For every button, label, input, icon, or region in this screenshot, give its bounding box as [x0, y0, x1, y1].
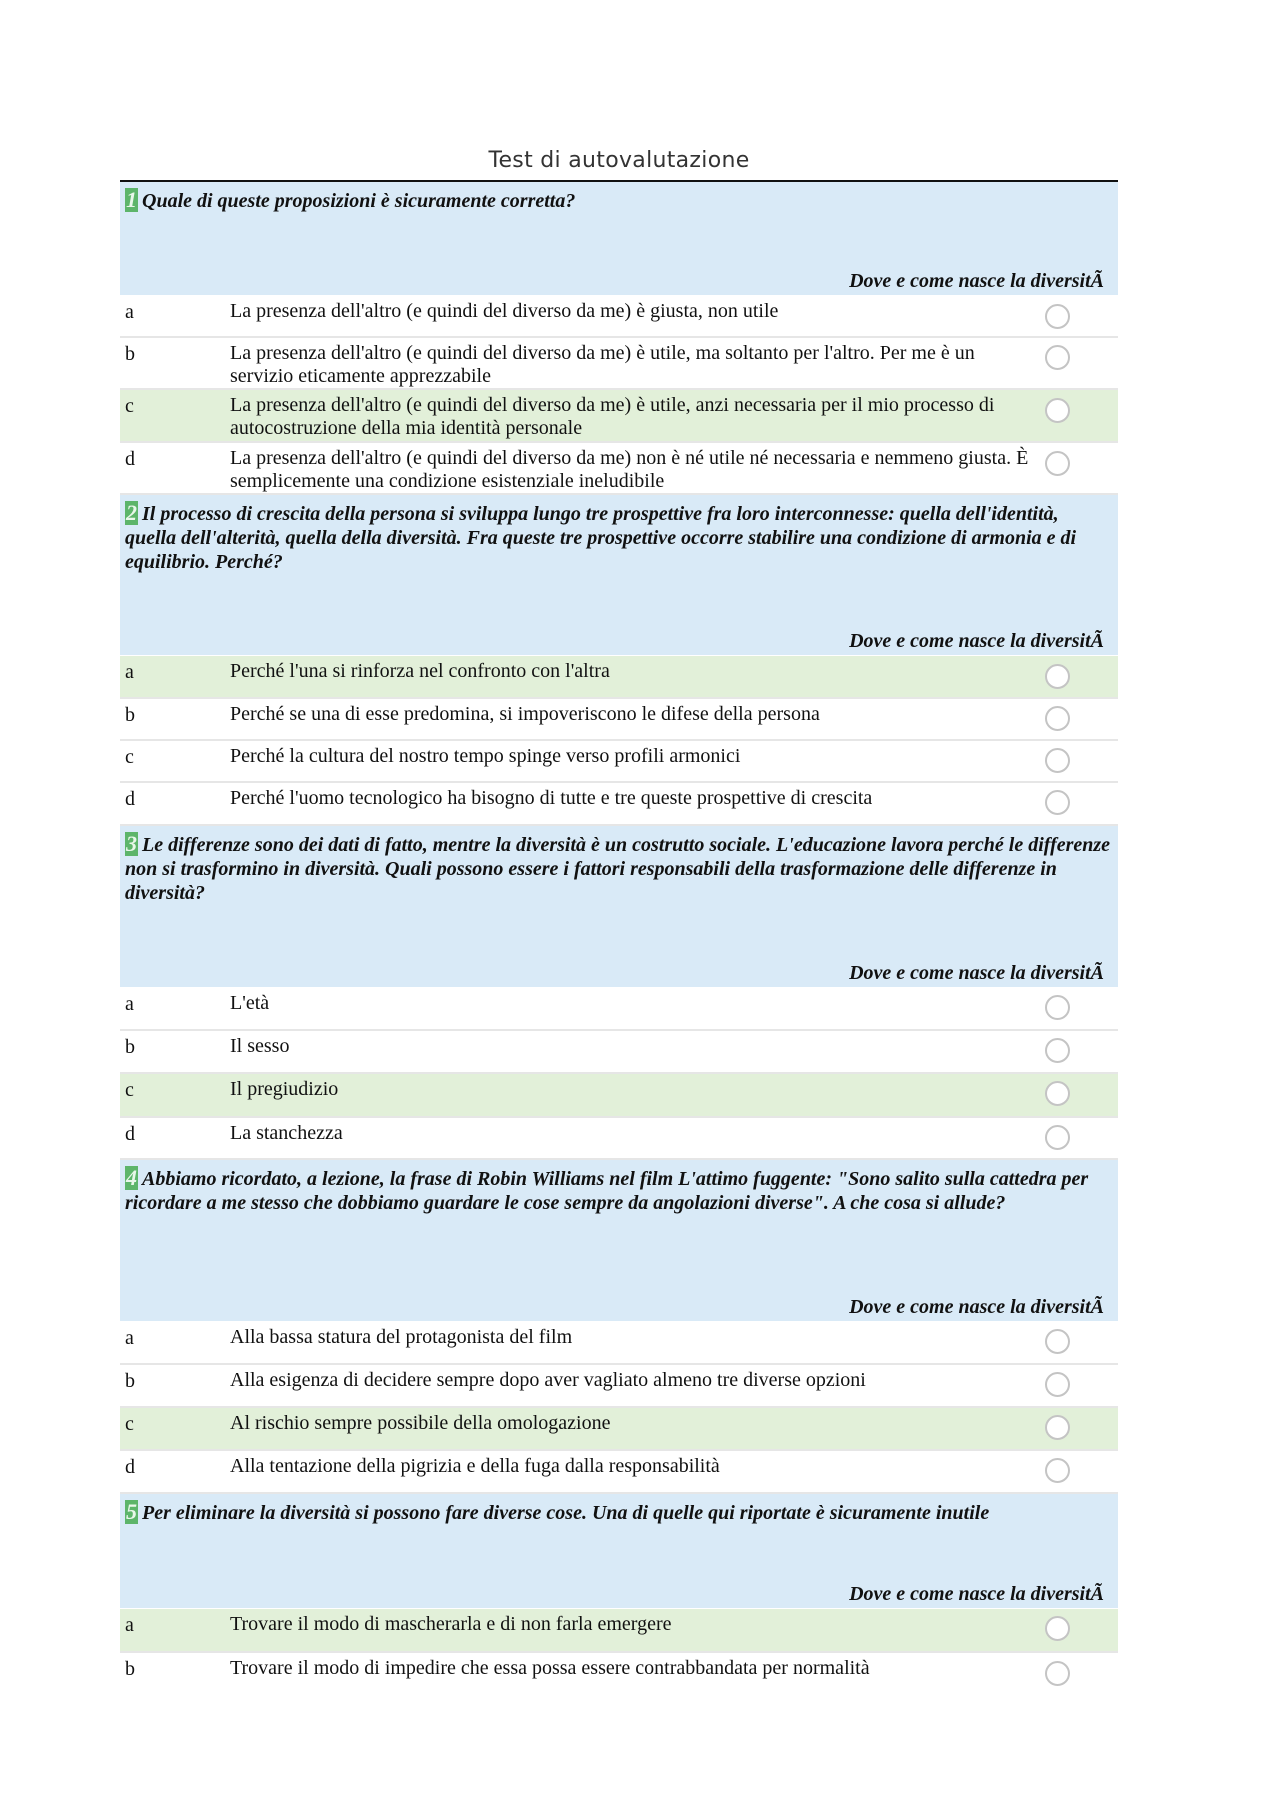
- question-section: Dove e come nasce la diversitÃ: [849, 270, 1104, 292]
- answer-radio[interactable]: [1045, 790, 1070, 815]
- answer-letter: a: [125, 993, 134, 1015]
- question-text: Il processo di crescita della persona si sviluppa lungo tre prospettive fra loro interconnesse: quella dell'identità, quella dell'alterità, quella della diversità. Fra queste tre prospettive occorre stabilire una condizione di armonia e di equilibrio. Perché?: [125, 503, 1077, 573]
- answer-text: La presenza dell'altro (e quindi del diverso da me) è utile, anzi necessaria per il mio processo di autocostruzione della mia identità personale: [230, 394, 995, 439]
- question-section: Dove e come nasce la diversitÃ: [849, 1296, 1104, 1318]
- question-number: 2: [126, 500, 137, 525]
- answer-radio[interactable]: [1045, 1125, 1070, 1150]
- question-text-block: [120, 495, 1118, 574]
- answer-text: Trovare il modo di impedire che essa possa essere contrabbandata per normalità: [230, 1657, 870, 1679]
- answer-row: [120, 1031, 1118, 1074]
- answer-radio[interactable]: [1045, 706, 1070, 731]
- answer-radio[interactable]: [1045, 1616, 1070, 1641]
- answer-text: L'età: [230, 992, 270, 1014]
- answer-text: Al rischio sempre possibile della omologazione: [230, 1412, 611, 1434]
- answer-radio[interactable]: [1045, 1081, 1070, 1106]
- answer-radio[interactable]: [1045, 1415, 1070, 1440]
- question-text: Quale di queste proposizioni è sicuramente corretta?: [142, 190, 576, 212]
- answer-text: Alla esigenza di decidere sempre dopo aver vagliato almeno tre diverse opzioni: [230, 1369, 866, 1391]
- answer-letter: a: [125, 1614, 134, 1636]
- question-header: [120, 1160, 1118, 1322]
- answer-radio[interactable]: [1045, 1372, 1070, 1397]
- answer-text: La presenza dell'altro (e quindi del diverso da me) è utile, ma soltanto per l'altro. Per me è un servizio eticamente apprezzabile: [230, 342, 975, 387]
- answer-letter: b: [125, 1658, 135, 1680]
- answer-text: La presenza dell'altro (e quindi del diverso da me) è giusta, non utile: [230, 300, 779, 322]
- answer-row: [120, 1118, 1118, 1160]
- answer-row: [120, 656, 1118, 699]
- answer-radio[interactable]: [1045, 1458, 1070, 1483]
- question-number: 4: [126, 1165, 137, 1190]
- answer-letter: d: [125, 1456, 135, 1478]
- answer-row: [120, 1408, 1118, 1451]
- question-header: [120, 826, 1118, 988]
- answer-text: Il sesso: [230, 1035, 290, 1057]
- answer-text: Perché l'uomo tecnologico ha bisogno di tutte e tre queste prospettive di crescita: [230, 787, 873, 809]
- answer-row: [120, 1322, 1118, 1365]
- question-text: Per eliminare la diversità si possono fare diverse cose. Una di quelle qui riportate è sicuramente inutile: [142, 1502, 990, 1524]
- question-header: [120, 1494, 1118, 1609]
- answer-radio[interactable]: [1045, 398, 1070, 423]
- quiz-table: [120, 180, 1118, 1693]
- answer-row: [120, 783, 1118, 826]
- answer-row: [120, 741, 1118, 783]
- answer-radio[interactable]: [1045, 1661, 1070, 1686]
- question-text: Abbiamo ricordato, a lezione, la frase di Robin Williams nel film L'attimo fuggente: "Sono salito sulla cattedra per ricordare a me stesso che dobbiamo guardare le cose sempre da angolazioni diverse". A che cosa si allude?: [125, 1168, 1089, 1214]
- question-text-block: [120, 1160, 1118, 1215]
- question-number: 5: [126, 1499, 137, 1524]
- answer-radio[interactable]: [1045, 304, 1070, 329]
- answer-letter: b: [125, 1036, 135, 1058]
- answer-text: La presenza dell'altro (e quindi del diverso da me) non è né utile né necessaria e nemmeno giusta. È semplicemente una condizione esistenziale ineludibile: [230, 447, 1029, 492]
- answer-row: [120, 338, 1118, 390]
- answer-text: Il pregiudizio: [230, 1078, 339, 1100]
- answer-letter: d: [125, 788, 135, 810]
- answer-row: [120, 1653, 1118, 1693]
- answer-letter: d: [125, 448, 135, 470]
- answer-letter: d: [125, 1123, 135, 1145]
- answer-letter: c: [125, 395, 134, 417]
- answer-radio[interactable]: [1045, 995, 1070, 1020]
- answer-text: Perché l'una si rinforza nel confronto con l'altra: [230, 660, 610, 682]
- question-text-block: [120, 1494, 1118, 1525]
- answer-radio[interactable]: [1045, 1329, 1070, 1354]
- question-number: 1: [126, 187, 137, 212]
- answer-letter: a: [125, 1327, 134, 1349]
- answer-letter: c: [125, 746, 134, 768]
- page-title: Test di autovalutazione: [488, 148, 750, 173]
- answer-radio[interactable]: [1045, 1038, 1070, 1063]
- answer-row: [120, 1365, 1118, 1408]
- answer-letter: a: [125, 301, 134, 323]
- question-section: Dove e come nasce la diversitÃ: [849, 630, 1104, 652]
- question-section: Dove e come nasce la diversitÃ: [849, 1583, 1104, 1605]
- answer-row: [120, 296, 1118, 338]
- answer-letter: b: [125, 704, 135, 726]
- answer-text: Trovare il modo di mascherarla e di non farla emergere: [230, 1613, 672, 1635]
- answer-row: [120, 1074, 1118, 1118]
- answer-row: [120, 1609, 1118, 1653]
- answer-letter: b: [125, 1370, 135, 1392]
- answer-row: [120, 699, 1118, 741]
- answer-radio[interactable]: [1045, 451, 1070, 476]
- answer-row: [120, 443, 1118, 495]
- question-header: [120, 495, 1118, 656]
- answer-radio[interactable]: [1045, 664, 1070, 689]
- question-text: Le differenze sono dei dati di fatto, mentre la diversità è un costrutto sociale. L'educazione lavora perché le differenze non si trasformino in diversità. Quali possono essere i fattori responsabili della trasformazione delle differenze in diversità?: [125, 834, 1111, 904]
- question-text-block: [120, 826, 1118, 905]
- answer-text: Perché la cultura del nostro tempo spinge verso profili armonici: [230, 745, 741, 767]
- answer-letter: b: [125, 343, 135, 365]
- answer-letter: c: [125, 1079, 134, 1101]
- answer-row: [120, 390, 1118, 443]
- answer-radio[interactable]: [1045, 748, 1070, 773]
- answer-text: La stanchezza: [230, 1122, 343, 1144]
- answer-row: [120, 988, 1118, 1031]
- answer-text: Perché se una di esse predomina, si impoveriscono le difese della persona: [230, 703, 820, 725]
- answer-radio[interactable]: [1045, 345, 1070, 370]
- question-text-block: [120, 182, 1118, 213]
- question-number: 3: [126, 831, 137, 856]
- answer-text: Alla tentazione della pigrizia e della fuga dalla responsabilità: [230, 1455, 720, 1477]
- answer-text: Alla bassa statura del protagonista del film: [230, 1326, 573, 1348]
- answer-letter: c: [125, 1413, 134, 1435]
- question-header: [120, 182, 1118, 296]
- question-section: Dove e come nasce la diversitÃ: [849, 962, 1104, 984]
- answer-row: [120, 1451, 1118, 1494]
- answer-letter: a: [125, 661, 134, 683]
